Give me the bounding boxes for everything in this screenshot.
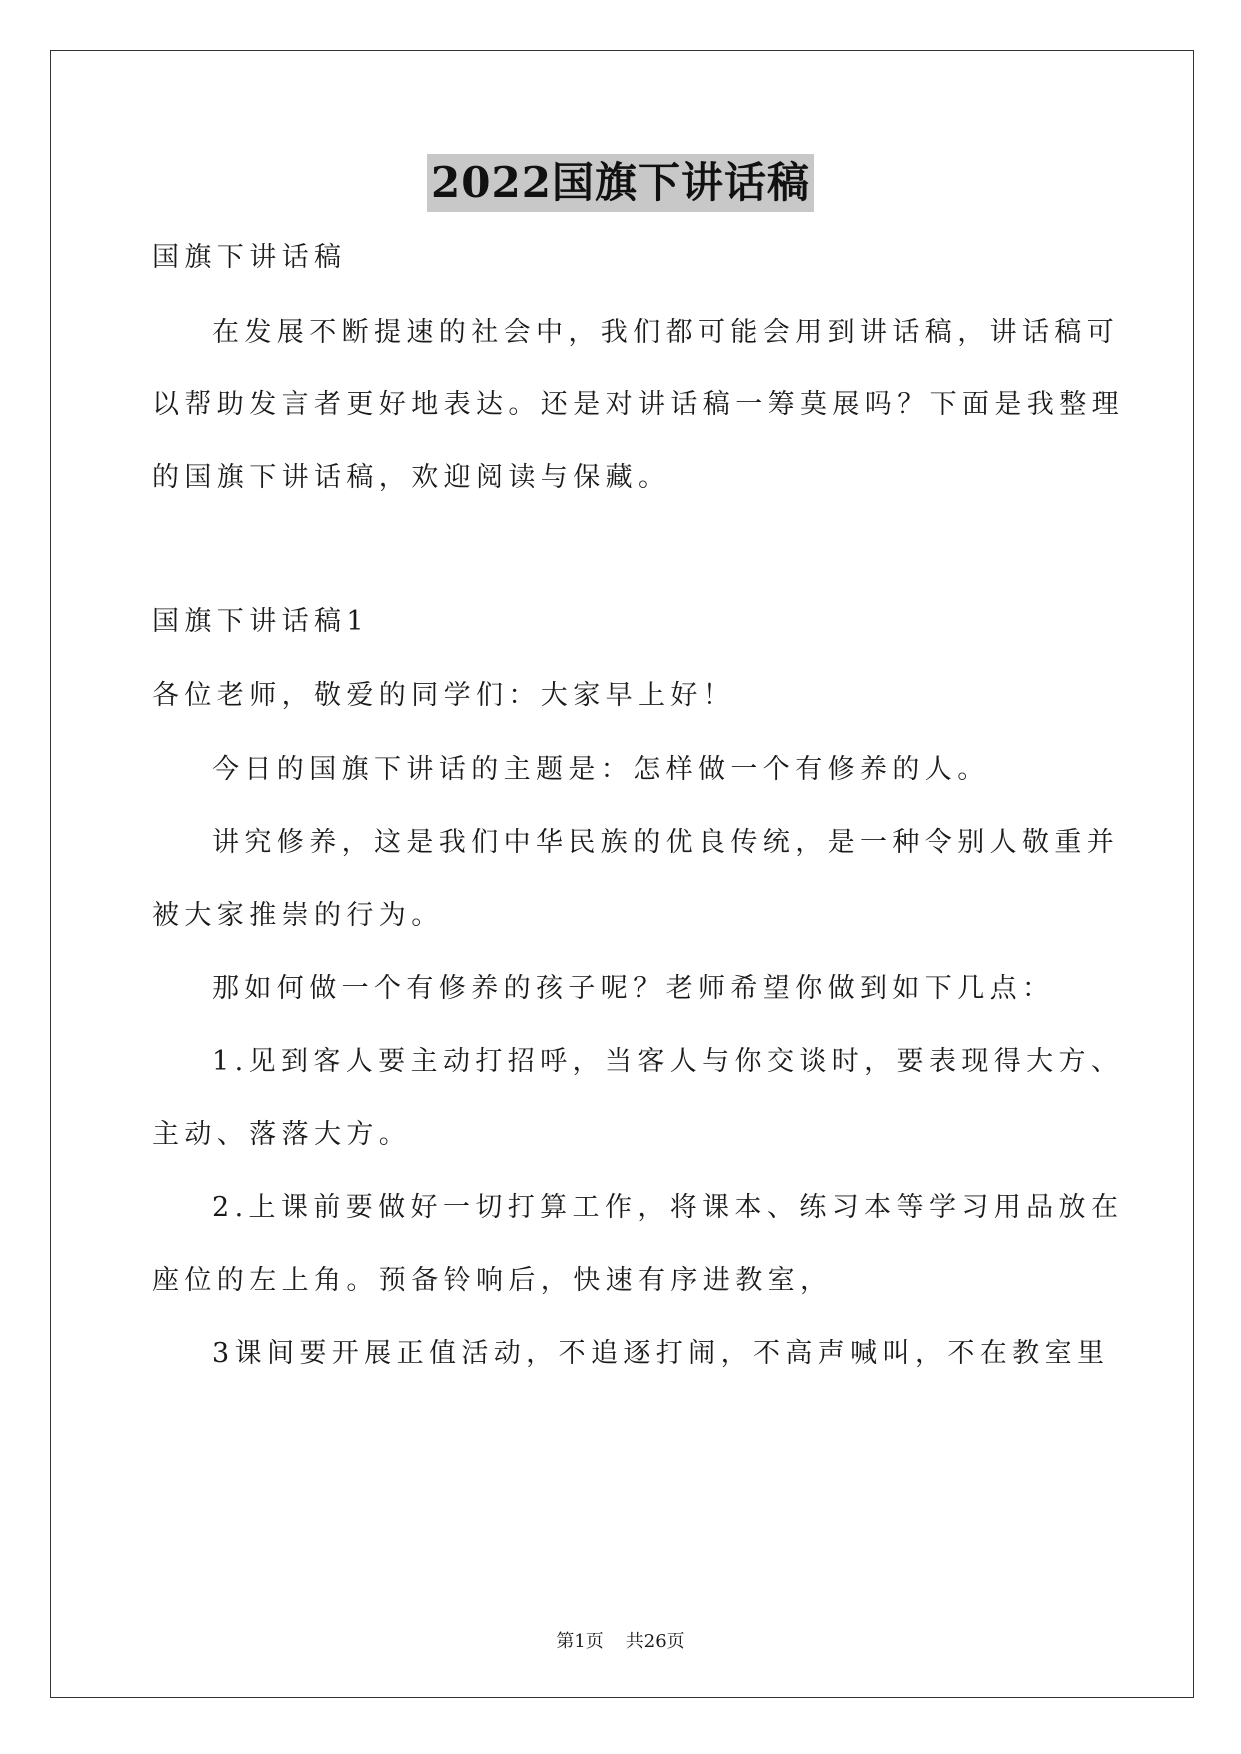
- section-heading: 国旗下讲话稿1: [152, 606, 369, 637]
- list-item-line: 2.上课前要做好一切打算工作，将课本、练习本等学习用品放在: [212, 1192, 1124, 1223]
- page-footer: [0, 1630, 1241, 1654]
- paragraph-line: 被大家推崇的行为。: [152, 900, 444, 931]
- list-item-line: 座位的左上角。预备铃响后，快速有序进教室，: [152, 1265, 833, 1296]
- list-item-line: 1.见到客人要主动打招呼，当客人与你交谈时，要表现得大方、: [212, 1046, 1124, 1077]
- page-number: 第1页: [556, 1631, 604, 1652]
- paragraph-line: 在发展不断提速的社会中，我们都可能会用到讲话稿，讲话稿可: [212, 317, 1120, 348]
- page-total: 共26页: [625, 1631, 685, 1652]
- list-item-line: 主动、落落大方。: [152, 1119, 412, 1150]
- section-heading: 国旗下讲话稿: [152, 242, 347, 273]
- paragraph-line: 以帮助发言者更好地表达。还是对讲话稿一筹莫展吗？下面是我整理: [152, 389, 1124, 420]
- title-container: [0, 154, 1241, 212]
- paragraph-line: 的国旗下讲话稿，欢迎阅读与保藏。: [152, 462, 671, 493]
- page-border: [50, 50, 1194, 1698]
- paragraph-line: 今日的国旗下讲话的主题是：怎样做一个有修养的人。: [212, 754, 990, 785]
- paragraph-line: 讲究修养，这是我们中华民族的优良传统，是一种令别人敬重并: [212, 827, 1120, 858]
- greeting-line: 各位老师，敬爱的同学们：大家早上好！: [152, 680, 736, 711]
- paragraph-line: 那如何做一个有修养的孩子呢？老师希望你做到如下几点：: [212, 973, 1055, 1004]
- document-title: 2022国旗下讲话稿: [427, 154, 814, 212]
- list-item-line: 3课间要开展正值活动，不追逐打闹，不高声喊叫，不在教室里: [212, 1338, 1110, 1369]
